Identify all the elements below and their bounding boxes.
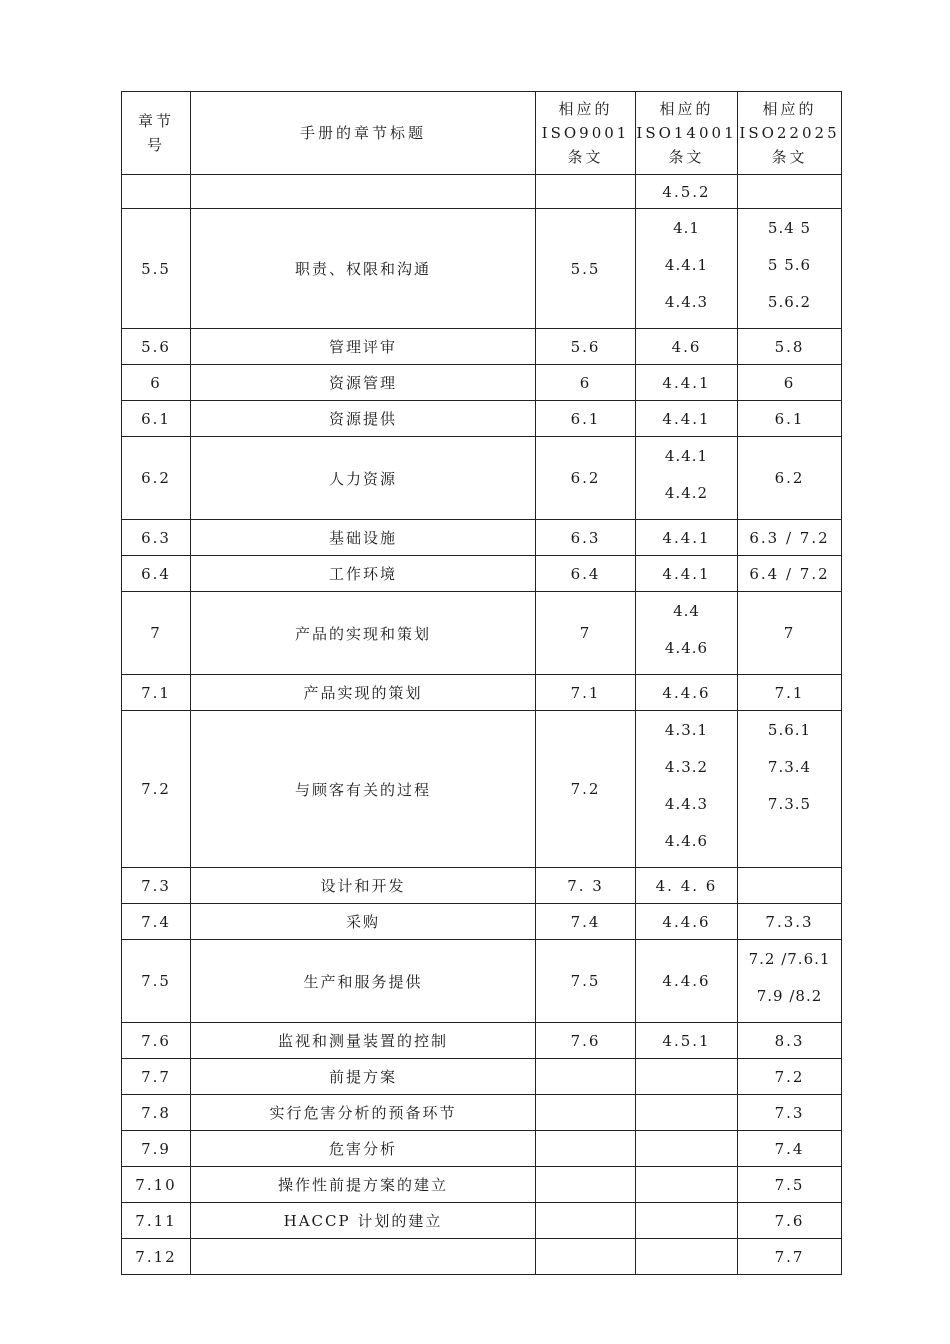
clause-ref: 4.1 (673, 219, 700, 237)
clause-ref: 4.4.6 (664, 639, 709, 657)
iso9001-clause-cell: 7.5 (536, 940, 636, 1023)
clause-ref: 4.4 (673, 602, 700, 620)
clause-ref: 4.4.1 (662, 564, 711, 583)
clause-ref: 7.2 (774, 1067, 805, 1086)
clause-ref: 4.4.6 (662, 912, 711, 931)
chapter-title-cell: 监视和测量装置的控制 (191, 1023, 536, 1059)
iso22025-clause-cell (738, 1203, 842, 1239)
chapter-number-cell: 7.2 (122, 711, 191, 868)
clause-ref: 4.4.6 (664, 832, 709, 850)
header-iso14001: 相应的 ISO14001 条文 (636, 92, 738, 175)
iso9001-clause-cell: 7.4 (536, 904, 636, 940)
header-chapter-no: 章节 号 (122, 92, 191, 175)
chapter-title-cell: 前提方案 (191, 1059, 536, 1095)
iso9001-clause-cell: 6.1 (536, 401, 636, 437)
iso9001-clause-cell: 6.2 (536, 437, 636, 520)
clause-ref: 5.4 5 (767, 219, 812, 237)
iso9001-clause-cell: 7.1 (536, 675, 636, 711)
chapter-number-cell: 7.1 (122, 675, 191, 711)
iso14001-clause-cell (636, 209, 738, 329)
iso14001-clause-cell (636, 904, 738, 940)
clause-ref: 4.4.1 (662, 528, 711, 547)
iso9001-clause-cell: 6.3 (536, 520, 636, 556)
clause-ref: 4.5.1 (662, 1031, 711, 1050)
iso22025-clause-cell (738, 437, 842, 520)
header-iso9001: 相应的 ISO9001 条文 (536, 92, 636, 175)
iso22025-clause-cell (738, 1095, 842, 1131)
table-row (122, 437, 842, 520)
chapter-title-cell (191, 175, 536, 209)
table-row (122, 1059, 842, 1095)
table-row (122, 1167, 842, 1203)
chapter-title-cell: 产品的实现和策划 (191, 592, 536, 675)
iso22025-clause-cell (738, 868, 842, 904)
table-body (122, 175, 842, 1275)
clause-ref: 7.3.4 (767, 758, 812, 776)
clause-ref: 4.4.1 (662, 373, 711, 392)
clause-ref: 7.2 /7.6.1 (748, 950, 831, 968)
chapter-title-cell: 设计和开发 (191, 868, 536, 904)
table-row (122, 675, 842, 711)
table-row (122, 1131, 842, 1167)
iso9001-clause-cell: 7 (536, 592, 636, 675)
chapter-title-cell: 采购 (191, 904, 536, 940)
chapter-title-cell: HACCP 计划的建立 (191, 1203, 536, 1239)
chapter-title-cell: 职责、权限和沟通 (191, 209, 536, 329)
iso9001-clause-cell (536, 1095, 636, 1131)
clause-ref: 7.7 (774, 1247, 805, 1266)
iso9001-clause-cell (536, 1239, 636, 1275)
iso22025-clause-cell (738, 520, 842, 556)
table-row (122, 365, 842, 401)
clause-ref: 4.6 (671, 337, 702, 356)
iso14001-clause-cell (636, 675, 738, 711)
iso22025-clause-cell (738, 940, 842, 1023)
iso14001-clause-cell (636, 1203, 738, 1239)
table-row (122, 711, 842, 868)
chapter-number-cell: 7.3 (122, 868, 191, 904)
iso22025-clause-cell (738, 209, 842, 329)
iso22025-clause-cell (738, 1059, 842, 1095)
table-row (122, 868, 842, 904)
iso22025-clause-cell (738, 175, 842, 209)
chapter-number-cell: 5.6 (122, 329, 191, 365)
iso-clause-correspondence-table (121, 91, 842, 1275)
chapter-title-cell: 与顾客有关的过程 (191, 711, 536, 868)
chapter-number-cell: 7.4 (122, 904, 191, 940)
chapter-title-cell: 资源提供 (191, 401, 536, 437)
chapter-number-cell: 7.6 (122, 1023, 191, 1059)
clause-ref: 4.4.1 (664, 447, 709, 465)
iso9001-clause-cell: 7.2 (536, 711, 636, 868)
iso22025-clause-cell (738, 711, 842, 868)
chapter-title-cell: 资源管理 (191, 365, 536, 401)
clause-ref: 7.9 /8.2 (756, 987, 823, 1005)
table-row (122, 401, 842, 437)
header-chapter-title: 手册的章节标题 (191, 92, 536, 175)
chapter-number-cell: 7.5 (122, 940, 191, 1023)
iso9001-clause-cell: 6 (536, 365, 636, 401)
clause-ref: 5 5.6 (767, 256, 812, 274)
chapter-title-cell: 管理评审 (191, 329, 536, 365)
iso14001-clause-cell (636, 1131, 738, 1167)
clause-ref: 5.6.1 (767, 721, 812, 739)
clause-ref: 6 (783, 373, 796, 392)
clause-ref: 4.4.3 (664, 293, 709, 311)
iso9001-clause-cell (536, 1131, 636, 1167)
iso14001-clause-cell (636, 401, 738, 437)
clause-ref: 6.4 / 7.2 (749, 564, 830, 583)
clause-ref: 7.3 (774, 1103, 805, 1122)
iso14001-clause-cell (636, 1059, 738, 1095)
clause-ref: 5.6.2 (767, 293, 812, 311)
clause-ref: 6.2 (774, 469, 805, 487)
table-row (122, 1095, 842, 1131)
clause-ref: 4.5.2 (662, 182, 711, 201)
iso22025-clause-cell (738, 1239, 842, 1275)
table-row (122, 556, 842, 592)
table-row (122, 1023, 842, 1059)
table-row (122, 1203, 842, 1239)
table-row (122, 904, 842, 940)
clause-ref: 4.4.2 (664, 484, 709, 502)
header-iso22025: 相应的 ISO22025 条文 (738, 92, 842, 175)
iso14001-clause-cell (636, 592, 738, 675)
iso14001-clause-cell (636, 711, 738, 868)
iso14001-clause-cell (636, 1239, 738, 1275)
header-row (122, 92, 842, 175)
clause-ref: 6.3 / 7.2 (749, 528, 830, 547)
table-row (122, 592, 842, 675)
iso22025-clause-cell (738, 1131, 842, 1167)
iso9001-clause-cell (536, 1203, 636, 1239)
chapter-number-cell: 6.2 (122, 437, 191, 520)
iso22025-clause-cell (738, 329, 842, 365)
iso14001-clause-cell (636, 1167, 738, 1203)
clause-ref: 7.1 (774, 683, 805, 702)
clause-ref: 7.4 (774, 1139, 805, 1158)
chapter-title-cell: 生产和服务提供 (191, 940, 536, 1023)
clause-ref: 7.5 (774, 1175, 805, 1194)
clause-ref: 7.6 (774, 1211, 805, 1230)
iso14001-clause-cell (636, 437, 738, 520)
iso9001-clause-cell: 5.6 (536, 329, 636, 365)
iso9001-clause-cell (536, 1059, 636, 1095)
iso14001-clause-cell (636, 868, 738, 904)
chapter-title-cell: 工作环境 (191, 556, 536, 592)
iso14001-clause-cell (636, 940, 738, 1023)
iso14001-clause-cell (636, 520, 738, 556)
chapter-title-cell (191, 1239, 536, 1275)
iso22025-clause-cell (738, 401, 842, 437)
iso9001-clause-cell: 7.6 (536, 1023, 636, 1059)
chapter-number-cell: 7.11 (122, 1203, 191, 1239)
chapter-number-cell: 7.10 (122, 1167, 191, 1203)
clause-ref: 4.4.1 (664, 256, 709, 274)
iso14001-clause-cell (636, 1095, 738, 1131)
iso22025-clause-cell (738, 365, 842, 401)
clause-ref: 7 (783, 624, 796, 642)
chapter-number-cell: 7 (122, 592, 191, 675)
clause-ref: 6.1 (774, 409, 805, 428)
clause-ref: 7.3.3 (765, 912, 814, 931)
chapter-number-cell: 7.9 (122, 1131, 191, 1167)
clause-ref: 8.3 (774, 1031, 805, 1050)
clause-ref: 4.4.3 (664, 795, 709, 813)
chapter-number-cell: 7.12 (122, 1239, 191, 1275)
chapter-number-cell: 5.5 (122, 209, 191, 329)
chapter-title-cell: 人力资源 (191, 437, 536, 520)
iso14001-clause-cell (636, 1023, 738, 1059)
chapter-title-cell: 危害分析 (191, 1131, 536, 1167)
chapter-number-cell: 6.4 (122, 556, 191, 592)
chapter-title-cell: 产品实现的策划 (191, 675, 536, 711)
chapter-title-cell: 基础设施 (191, 520, 536, 556)
table-row (122, 329, 842, 365)
chapter-number-cell: 7.7 (122, 1059, 191, 1095)
iso22025-clause-cell (738, 904, 842, 940)
iso22025-clause-cell (738, 1023, 842, 1059)
iso22025-clause-cell (738, 1167, 842, 1203)
iso22025-clause-cell (738, 675, 842, 711)
chapter-title-cell: 实行危害分析的预备环节 (191, 1095, 536, 1131)
iso14001-clause-cell (636, 365, 738, 401)
iso9001-clause-cell (536, 175, 636, 209)
chapter-number-cell: 6 (122, 365, 191, 401)
iso9001-clause-cell: 6.4 (536, 556, 636, 592)
clause-ref: 4.3.2 (664, 758, 709, 776)
iso14001-clause-cell (636, 556, 738, 592)
iso9001-clause-cell: 7. 3 (536, 868, 636, 904)
iso14001-clause-cell (636, 329, 738, 365)
clause-ref: 4.4.6 (662, 972, 711, 990)
table-row (122, 520, 842, 556)
clause-ref: 4.4.1 (662, 409, 711, 428)
iso22025-clause-cell (738, 592, 842, 675)
iso9001-clause-cell: 5.5 (536, 209, 636, 329)
iso22025-clause-cell (738, 556, 842, 592)
table-row (122, 940, 842, 1023)
chapter-title-cell: 操作性前提方案的建立 (191, 1167, 536, 1203)
chapter-number-cell: 6.3 (122, 520, 191, 556)
clause-ref: 5.8 (774, 337, 805, 356)
chapter-number-cell: 6.1 (122, 401, 191, 437)
iso9001-clause-cell (536, 1167, 636, 1203)
table-row (122, 1239, 842, 1275)
chapter-number-cell (122, 175, 191, 209)
chapter-number-cell: 7.8 (122, 1095, 191, 1131)
clause-ref: 7.3.5 (767, 795, 812, 813)
table-row (122, 209, 842, 329)
clause-ref: 4.4.6 (662, 683, 711, 702)
iso14001-clause-cell (636, 175, 738, 209)
clause-ref: 4. 4. 6 (655, 876, 718, 895)
clause-ref: 4.3.1 (664, 721, 709, 739)
table-row (122, 175, 842, 209)
